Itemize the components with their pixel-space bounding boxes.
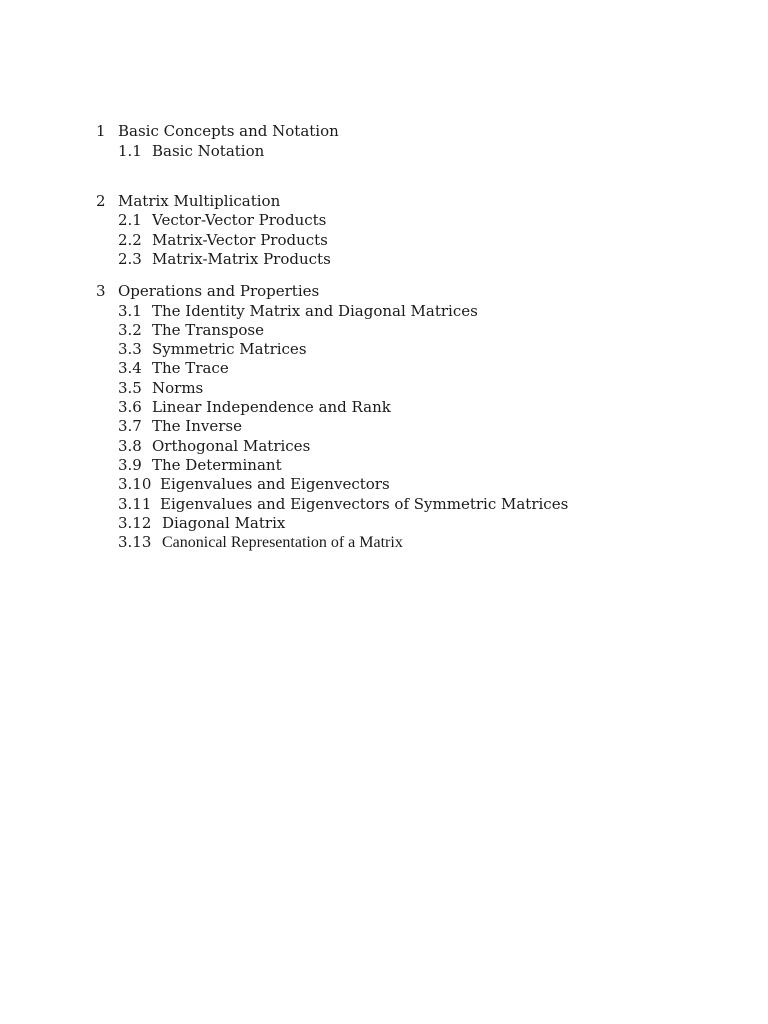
subsection-number: 3.6 [118,398,142,416]
subsection-title: Eigenvalues and Eigenvectors of Symmetric Matrices [160,495,569,513]
subsection-number: 3.1 [118,302,142,320]
subsection-title: Norms [152,379,204,397]
subsection-number: 1.1 [118,142,142,160]
toc-subsection-3-12[interactable] [118,514,285,533]
section-number: 1 [96,122,106,140]
section-number: 2 [96,192,106,210]
subsection-number: 3.5 [118,379,142,397]
subsection-number: 3.7 [118,417,142,435]
subsection-title: Eigenvalues and Eigenvectors [160,475,390,493]
subsection-title: The Trace [152,359,229,377]
subsection-number: 2.1 [118,211,142,229]
toc-subsection-3-8[interactable] [118,437,310,456]
subsection-title: Vector-Vector Products [152,211,327,229]
subsection-number: 3.12 [118,514,152,532]
subsection-number: 3.11 [118,495,152,513]
toc-subsection-3-13[interactable] [118,533,403,552]
toc-subsection-3-10[interactable] [118,475,390,494]
toc-subsection-3-9[interactable] [118,456,282,475]
subsection-number: 3.3 [118,340,142,358]
section-number: 3 [96,282,106,300]
subsection-title: Matrix-Matrix Products [152,250,331,268]
subsection-title: Symmetric Matrices [152,340,307,358]
toc-subsection-3-5[interactable] [118,379,203,398]
toc-subsection-3-11[interactable] [118,495,568,514]
toc-subsection-3-7[interactable] [118,417,242,436]
subsection-number: 2.3 [118,250,142,268]
subsection-title: The Identity Matrix and Diagonal Matrices [152,302,478,320]
toc-subsection-3-2[interactable] [118,321,264,340]
subsection-number: 3.4 [118,359,142,377]
subsection-title: Basic Notation [152,142,265,160]
toc-section-3[interactable] [96,282,319,301]
toc-subsection-2-3[interactable] [118,250,331,269]
subsection-number: 3.2 [118,321,142,339]
toc-subsection-1-1[interactable] [118,142,264,161]
toc-subsection-3-4[interactable] [118,359,229,378]
subsection-number: 3.9 [118,456,142,474]
toc-subsection-3-6[interactable] [118,398,391,417]
section-title: Basic Concepts and Notation [118,122,339,140]
toc-subsection-2-1[interactable] [118,211,326,230]
toc-subsection-2-2[interactable] [118,231,328,250]
toc-subsection-3-3[interactable] [118,340,307,359]
subsection-title: The Transpose [152,321,264,339]
subsection-title: Diagonal Matrix [162,514,286,532]
subsection-number: 3.10 [118,475,152,493]
subsection-number: 2.2 [118,231,142,249]
subsection-title: Matrix-Vector Products [152,231,328,249]
section-title: Operations and Properties [118,282,320,300]
toc-section-2[interactable] [96,192,280,211]
subsection-title: The Inverse [152,417,242,435]
toc-section-1[interactable] [96,122,339,141]
subsection-title: Orthogonal Matrices [152,437,311,455]
subsection-title: Linear Independence and Rank [152,398,391,416]
subsection-number: 3.13 [118,533,152,551]
subsection-number: 3.8 [118,437,142,455]
subsection-title: Canonical Representation of a Matrix [162,534,403,551]
subsection-title: The Determinant [152,456,282,474]
section-title: Matrix Multiplication [118,192,281,210]
toc-subsection-3-1[interactable] [118,302,478,321]
